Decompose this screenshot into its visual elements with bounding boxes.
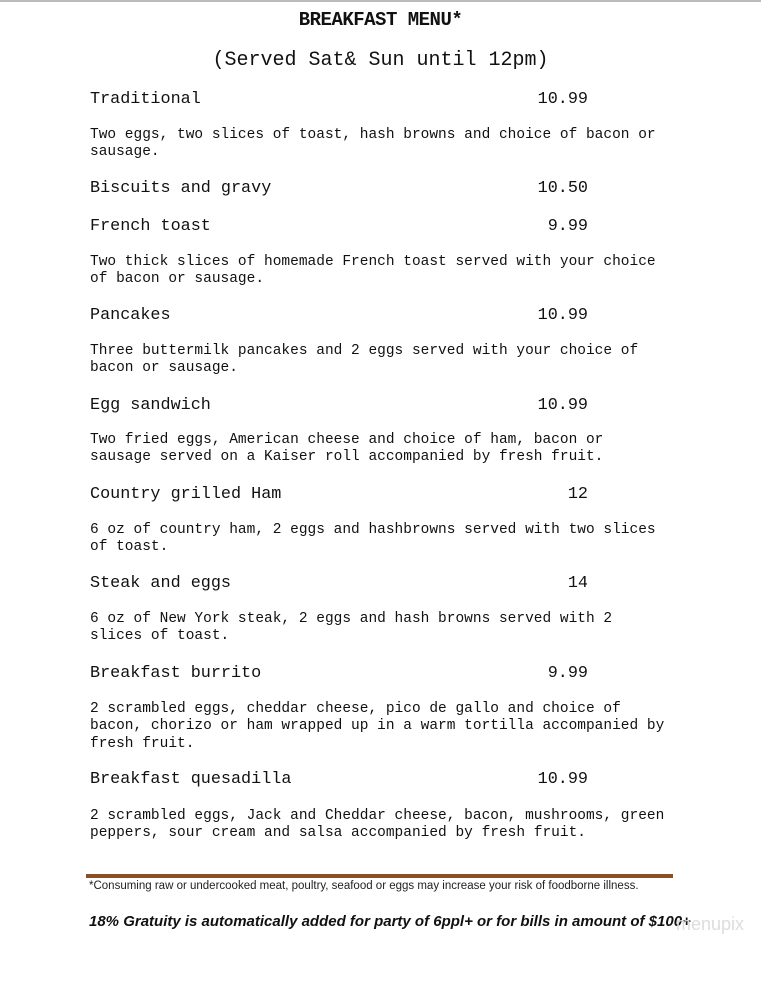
item-description-line: bacon, chorizo or ham wrapped up in a warm tortilla accompanied by (90, 718, 665, 735)
menu-item (90, 485, 690, 505)
item-price: 12 (567, 485, 588, 504)
menu-item (90, 306, 690, 326)
item-description-line: Two eggs, two slices of toast, hash browns and choice of bacon or (90, 127, 656, 143)
item-price: 10.99 (537, 306, 588, 325)
item-name: French toast (90, 217, 211, 236)
menu-title: BREAKFAST MENU* (298, 9, 463, 31)
item-price: 10.99 (537, 90, 588, 109)
item-price: 9.99 (547, 664, 588, 683)
item-price: 9.99 (547, 217, 588, 236)
item-description-line: 2 scrambled eggs, Jack and Cheddar cheese, bacon, mushrooms, green (90, 808, 665, 824)
item-name: Country grilled Ham (90, 485, 282, 504)
top-border (0, 0, 761, 2)
item-description-line: 6 oz of country ham, 2 eggs and hashbrowns served with two slices (90, 522, 656, 538)
menu-item (90, 90, 690, 110)
item-description-line: Two thick slices of homemade French toast served with your choice (90, 254, 656, 270)
item-description-line: peppers, sour cream and salsa accompanied by fresh fruit. (90, 825, 586, 842)
item-description-line: bacon or sausage. (90, 360, 238, 377)
item-price: 10.50 (537, 179, 588, 198)
menu-item (90, 179, 690, 199)
menu-item (90, 217, 690, 237)
gratuity-note: 18% Gratuity is automatically added for party of 6ppl+ or for bills in amount of $100+ (89, 913, 691, 930)
item-description-line: of bacon or sausage. (90, 271, 265, 288)
watermark: menupix (676, 914, 745, 934)
menu-subtitle: (Served Sat& Sun until 12pm) (212, 49, 549, 72)
item-name: Breakfast quesadilla (90, 770, 292, 789)
item-name: Pancakes (90, 306, 171, 325)
item-description-line: sausage served on a Kaiser roll accompanied by fresh fruit. (90, 449, 604, 466)
menu-item (90, 770, 690, 790)
item-description-line: Two fried eggs, American cheese and choice of ham, bacon or (90, 432, 604, 448)
item-description-line: of toast. (90, 539, 169, 556)
item-price: 14 (567, 574, 588, 593)
item-description-line: sausage. (90, 144, 160, 161)
item-description-line: Three buttermilk pancakes and 2 eggs served with your choice of (90, 343, 639, 359)
divider (86, 874, 673, 878)
item-price: 10.99 (537, 770, 588, 789)
item-name: Traditional (90, 90, 201, 109)
menu-item (90, 574, 690, 594)
item-description-line: 2 scrambled eggs, cheddar cheese, pico de gallo and choice of (90, 701, 621, 717)
item-description-line: 6 oz of New York steak, 2 eggs and hash browns served with 2 (90, 611, 613, 627)
item-name: Breakfast burrito (90, 664, 262, 683)
item-name: Egg sandwich (90, 396, 211, 415)
item-description-line: slices of toast. (90, 628, 230, 645)
item-name: Steak and eggs (90, 574, 231, 593)
menu-item (90, 664, 690, 684)
food-safety-note: *Consuming raw or undercooked meat, poultry, seafood or eggs may increase your risk of foodborne illness. (89, 880, 639, 892)
menu-item (90, 396, 690, 416)
item-price: 10.99 (537, 396, 588, 415)
item-name: Biscuits and gravy (90, 179, 272, 198)
item-description-line: fresh fruit. (90, 735, 195, 752)
